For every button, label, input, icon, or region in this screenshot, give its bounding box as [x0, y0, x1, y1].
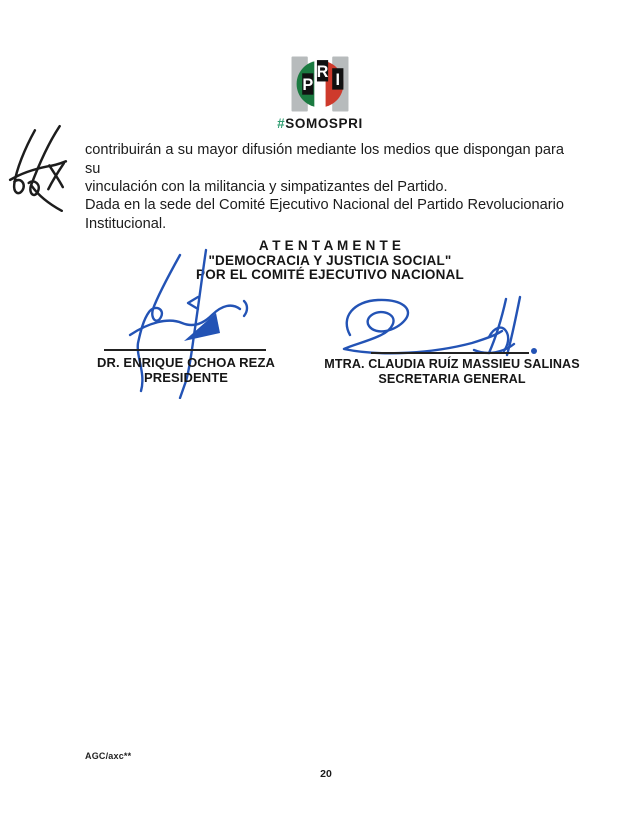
signature-secretary: [334, 293, 546, 367]
paragraph-1-line-1: contribuirán a su mayor difusión mediante los medios que dispongan para su: [85, 142, 564, 177]
signatory-secretary-title: SECRETARIA GENERAL: [378, 372, 526, 386]
paragraph-1: [85, 141, 564, 197]
signature-secretary-period: [531, 348, 537, 354]
logo-letter-r: R: [316, 62, 329, 81]
pri-logo-icon: [291, 56, 349, 112]
signatory-secretary: [324, 357, 580, 387]
hashtag-text: SOMOSPRI: [285, 116, 363, 131]
footer-reference-code: AGC/axc**: [85, 751, 132, 761]
paragraph-2: [85, 196, 564, 233]
closing-motto: "DEMOCRACIA Y JUSTICIA SOCIAL": [208, 252, 452, 268]
signatory-president: [97, 355, 275, 385]
signatory-president-name: DR. ENRIQUE OCHOA REZA: [97, 355, 275, 370]
signatory-president-title: PRESIDENTE: [143, 370, 229, 385]
signature-president-flourish: [184, 313, 220, 341]
closing-salutation: A T E N T A M E N T E: [258, 238, 402, 253]
paragraph-2-line-1: Dada en la sede del Comité Ejecutivo Nacional del Partido Revolucionario: [85, 197, 564, 213]
signature-line-president: [104, 349, 266, 351]
closing-committee: POR EL COMITÉ EJECUTIVO NACIONAL: [196, 267, 464, 283]
logo-letter-p: P: [302, 76, 314, 95]
signature-line-secretary: [371, 352, 529, 354]
paragraph-2-line-2: Institucional.: [85, 215, 167, 232]
margin-rubric-signature: [6, 124, 70, 212]
logo-letter-i: I: [335, 71, 341, 90]
paragraph-1-line-2: vinculación con la militancia y simpatizantes del Partido.: [85, 179, 448, 195]
hashtag-slogan: [0, 116, 640, 131]
page-number: 20: [320, 768, 332, 780]
hashtag-symbol: #: [277, 116, 286, 131]
pri-logo: [0, 56, 640, 112]
signatory-secretary-name: MTRA. CLAUDIA RUÍZ MASSIEU SALINAS: [324, 357, 580, 371]
